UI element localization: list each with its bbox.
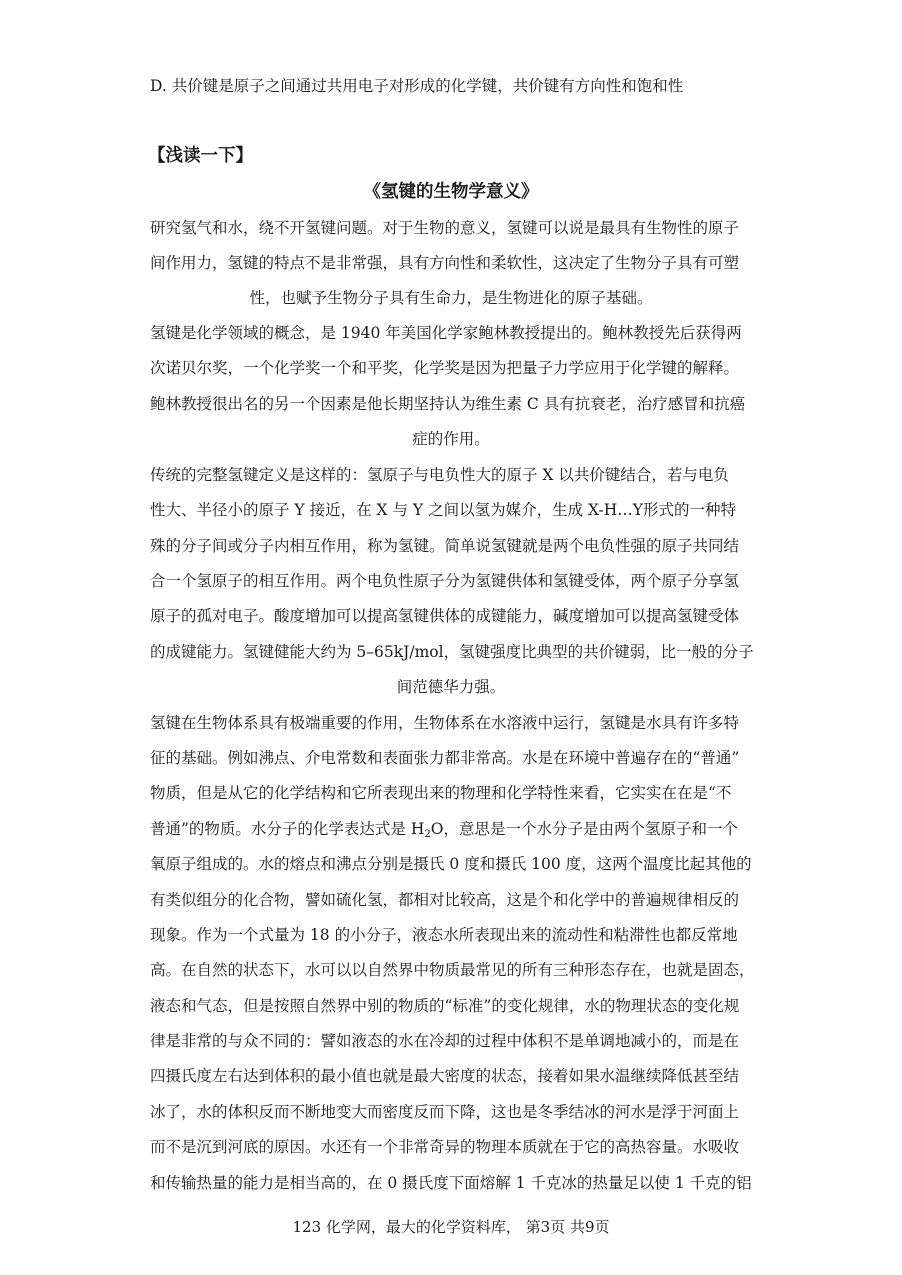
paragraph-line: 有类似组分的化合物，譬如硫化氢，都相对比较高，这是个和化学中的普遍规律相反的 [150,891,740,909]
paragraph-line: 研究氢气和水，绕不开氢键问题。对于生物的意义，氢键可以说是最具有生物性的原子 [150,219,740,237]
paragraph-line: 殊的分子间或分子内相互作用，称为氢键。简单说氢键就是两个电负性强的原子共同结 [150,537,740,555]
paragraph-line: 症的作用。 [412,430,490,448]
paragraph-line: 而不是沉到河底的原因。水还有一个非常奇异的物理本质就在于它的高热容量。水吸收 [150,1138,740,1156]
paragraph-line: 原子的孤对电子。酸度增加可以提高氢键供体的成键能力，碱度增加可以提高氢键受体 [150,607,740,625]
paragraph-line: 氢键在生物体系具有极端重要的作用，生物体系在水溶液中运行，氢键是水具有许多特 [150,714,740,732]
paragraph-line: 征的基础。例如沸点、介电常数和表面张力都非常高。水是在环境中普遍存在的“普通” [150,749,740,767]
formula-text-before: 普通”的物质。水分子的化学表达式是 H [150,820,425,838]
formula-subscript: 2 [424,829,431,840]
option-d: D. 共价键是原子之间通过共用电子对形成的化学键，共价键有方向性和饱和性 [150,77,684,95]
paragraph-line: 性，也赋予生物分子具有生命力，是生物进化的原子基础。 [249,289,653,307]
paragraph-line: 冰了，水的体积反而不断地变大而密度反而下降，这也是冬季结冰的河水是浮于河面上 [150,1103,740,1121]
paragraph-line: 鲍林教授很出名的另一个因素是他长期坚持认为维生素 C 具有抗衰老，治疗感冒和抗癌 [150,395,746,413]
paragraph-line: 物质，但是从它的化学结构和它所表现出来的物理和化学特性来看，它实实在在是“不 [150,784,732,802]
paragraph-line: 性大、半径小的原子 Y 接近，在 X 与 Y 之间以氢为媒介，生成 X-H…Y形式的一种特 [150,501,736,519]
page-footer: 123 化学网，最大的化学资料库， 第3页 共9页 [292,1218,610,1236]
paragraph-line: 液态和气态，但是按照自然界中别的物质的“标准”的变化规律，水的物理状态的变化规 [150,997,740,1015]
paragraph-line: 传统的完整氢键定义是这样的：氢原子与电负性大的原子 X 以共价键结合，若与电负 [150,466,729,484]
paragraph-line: 的成键能力。氢键健能大约为 5–65kJ/mol，氢键强度比典型的共价键弱，比一般的分子 [150,643,754,661]
paragraph-line: 四摄氏度左右达到体积的最小值也就是最大密度的状态，接着如果水温继续降低甚至结 [150,1067,740,1085]
paragraph-line: 现象。作为一个式量为 18 的小分子，液态水所表现出来的流动性和粘滞性也都反常地 [150,926,738,944]
paragraph-line: 和传输热量的能力是相当高的，在 0 摄氏度下面熔解 1 千克冰的热量足以使 1 千克的铝 [150,1174,752,1192]
paragraph-line: 间范德华力强。 [396,678,506,696]
paragraph-line: 氧原子组成的。水的熔点和沸点分别是摄氏 0 度和摄氏 100 度，这两个温度比起其他的 [150,855,752,873]
paragraph-line: 次诺贝尔奖，一个化学奖一个和平奖，化学奖是因为把量子力学应用于化学键的解释。 [150,359,740,377]
paragraph-line-formula [150,819,738,839]
paragraph-line: 高。在自然的状态下，水可以以自然界中物质最常见的所有三种形态存在，也就是固态， [150,961,755,979]
paragraph-line: 间作用力，氢键的特点不是非常强，具有方向性和柔软性，这决定了生物分子具有可塑 [150,254,740,272]
article-title: 《氢键的生物学意义》 [363,182,539,202]
paragraph-line: 律是非常的与众不同的：譬如液态的水在冷却的过程中体积不是单调地减小的，而是在 [150,1032,740,1050]
section-heading: 【浅读一下】 [148,146,253,166]
paragraph-line: 合一个氢原子的相互作用。两个电负性原子分为氢键供体和氢键受体，两个原子分享氢 [150,572,740,590]
formula-text-after: O，意思是一个水分子是由两个氢原子和一个 [430,820,738,838]
paragraph-line: 氢键是化学领域的概念，是 1940 年美国化学家鲍林教授提出的。鲍林教授先后获得两 [150,324,742,342]
